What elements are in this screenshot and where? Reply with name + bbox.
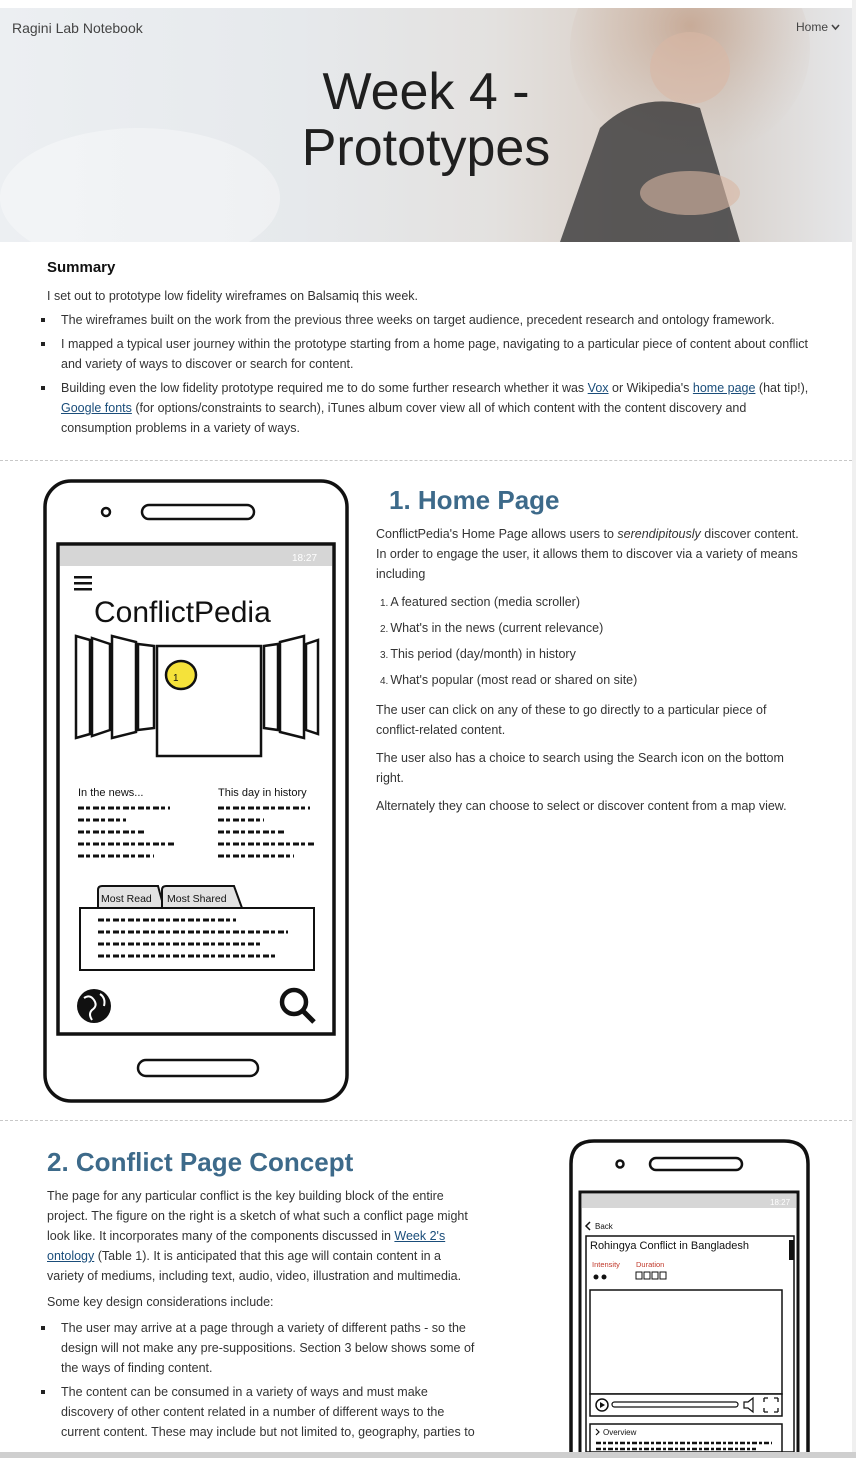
conflict-title: Rohingya Conflict in Bangladesh	[590, 1240, 749, 1252]
nav-home-label: Home	[796, 20, 829, 34]
media-progress-bar[interactable]	[612, 1402, 738, 1407]
home-page-link[interactable]: home page	[692, 381, 756, 395]
home-page-para-1-a: ConflictPedia's Home Page allows users to	[376, 527, 618, 541]
media-player-area[interactable]	[590, 1290, 782, 1394]
hamburger-menu-icon[interactable]	[74, 576, 92, 591]
intensity-label: Intensity	[592, 1260, 620, 1269]
featured-marker-icon[interactable]	[166, 661, 196, 689]
wireframe-app-name: ConflictPedia	[94, 596, 271, 629]
tab-most-shared-label: Most Shared	[167, 893, 227, 905]
home-page-para-1	[376, 524, 806, 584]
tab-most-read-label: Most Read	[101, 893, 152, 905]
list-item-text: What's popular (most read or shared on site)	[390, 673, 638, 687]
overview-label: Overview	[603, 1428, 637, 1437]
google-fonts-link[interactable]: Google fonts	[61, 401, 132, 415]
home-page-wireframe	[40, 476, 354, 1108]
site-name-link[interactable]: Ragini Lab Notebook	[12, 20, 143, 36]
summary-bullet-3-text-a: Building even the low fidelity prototype required me to do some further research whether it was	[61, 381, 588, 395]
conflict-page-para-2: Some key design considerations include:	[47, 1295, 274, 1309]
home-page-heading: 1. Home Page	[389, 485, 560, 515]
this-day-label: This day in history	[218, 787, 307, 799]
home-page-para-3: The user also has a choice to search using the Search icon on the bottom right.	[376, 751, 784, 785]
list-item-number: 4.	[380, 676, 389, 687]
summary-list	[47, 310, 817, 438]
home-page-para-1-em: serendipitously	[617, 527, 701, 541]
window-bottom-edge	[0, 1452, 856, 1458]
section-divider	[0, 460, 852, 461]
scrollbar-thumb[interactable]	[789, 1240, 794, 1260]
conflict-page-para-1-b: (Table 1). It is anticipated that this age will contain content in a variety of mediums, including text, audio, video, illustration and multimedia.	[47, 1249, 462, 1283]
summary-bullet-3-text-c: (hat tip!),	[755, 381, 809, 395]
summary-bullet-1: The wireframes built on the work from the previous three weeks on target audience, precedent research and ontology framework.	[47, 310, 817, 330]
chevron-down-icon	[831, 24, 840, 31]
summary-intro: I set out to prototype low fidelity wireframes on Balsamiq this week.	[47, 289, 418, 303]
section-divider	[0, 1120, 852, 1121]
home-page-features-list	[376, 592, 806, 692]
status-time: 18:27	[770, 1198, 791, 1207]
back-link[interactable]: Back	[595, 1222, 613, 1231]
page-scrollbar[interactable]	[852, 0, 856, 1458]
week2-ontology-link[interactable]: Week 2's ontology	[47, 1229, 446, 1263]
list-item	[376, 592, 806, 614]
conflict-page-section	[47, 1147, 479, 1446]
nav-home-menu[interactable]	[796, 20, 840, 34]
list-item-number: 1.	[380, 598, 389, 609]
list-item-number: 3.	[380, 650, 389, 661]
home-page-para-1-b: discover content. In order to engage the user, it allows them to discover via a variety of means including	[376, 527, 799, 581]
summary-bullet-3	[47, 378, 817, 438]
design-bullet-2: The content can be consumed in a variety of ways and must make discovery of other content related in a number of different ways to the current content. These may include but not limited to, geography, parties to	[47, 1382, 479, 1442]
status-time: 18:27	[292, 553, 318, 564]
home-page-para-4: Alternately they can choose to select or discover content from a map view.	[376, 799, 787, 813]
home-page-para-2: The user can click on any of these to go directly to a particular piece of conflict-related content.	[376, 703, 767, 737]
list-item-text: This period (day/month) in history	[390, 647, 576, 661]
vox-link[interactable]: Vox	[587, 381, 609, 395]
home-page-section	[376, 485, 806, 824]
list-item	[376, 670, 806, 692]
popular-panel	[80, 908, 314, 970]
list-item	[376, 644, 806, 666]
summary-heading: Summary	[47, 259, 116, 276]
hero-banner	[0, 0, 852, 242]
status-bar	[582, 1194, 796, 1208]
page-title-line1: Week 4 -	[322, 63, 530, 121]
page-title	[200, 64, 652, 176]
map-view-globe-icon[interactable]	[77, 989, 111, 1023]
conflict-page-para-1-a: The page for any particular conflict is the key building block of the entire project. The figure on the right is a sketch of what such a conflict page might look like. It incorporates many of the components discussed in	[47, 1189, 468, 1243]
duration-label: Duration	[636, 1260, 665, 1269]
list-item-number: 2.	[380, 624, 389, 635]
summary-bullet-3-text-d: (for options/constraints to search), iTunes album cover view all of which content with the content discovery and consumption problems in a variety of ways.	[61, 401, 747, 435]
design-considerations-list	[47, 1318, 479, 1442]
list-item-text: A featured section (media scroller)	[390, 595, 581, 609]
conflict-page-heading: 2. Conflict Page Concept	[47, 1147, 354, 1177]
conflict-page-para-1	[47, 1186, 479, 1286]
list-item-text: What's in the news (current relevance)	[390, 621, 604, 635]
list-item	[376, 618, 806, 640]
page-title-line2: Prototypes	[301, 119, 551, 177]
summary-bullet-3-text-b: or Wikipedia's	[608, 381, 693, 395]
featured-marker-number: 1	[173, 673, 179, 684]
summary-bullet-2: I mapped a typical user journey within the prototype starting from a home page, navigating to a particular piece of content about conflict and variety of ways to discover or search for content.	[47, 334, 817, 374]
summary-section	[47, 258, 817, 442]
conflict-page-wireframe	[566, 1136, 814, 1452]
design-bullet-1: The user may arrive at a page through a variety of different paths - so the design will not make any pre-suppositions. Section 3 below shows some of the ways of finding content.	[47, 1318, 479, 1378]
in-the-news-label: In the news...	[78, 787, 144, 799]
